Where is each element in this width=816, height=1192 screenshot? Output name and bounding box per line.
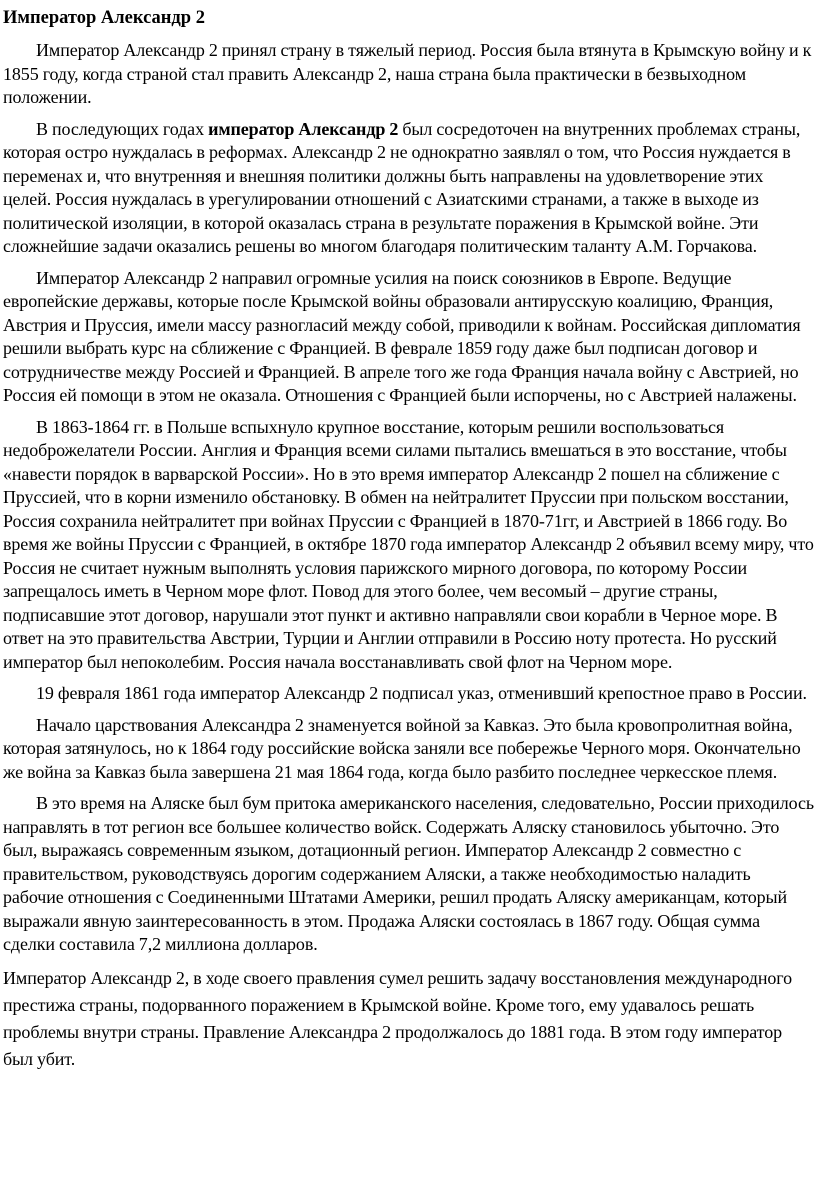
paragraph-2-before: В последующих годах	[36, 118, 209, 139]
document-title: Император Александр 2	[3, 8, 205, 28]
paragraph-4: В 1863-1864 гг. в Польше вспыхнуло крупное восстание, которым решили воспользоваться недоброжелатели России. Англия и Франция всеми силами пытались вмешаться в это восстание, чтобы «навести порядок в варварской России». Но в это время император Александр 2 пошел на сближение с Пруссией, что в корни изменило обстановку. В обмен на нейтралитет Пруссии при польском восстании, Россия сохранила нейтралитет при войнах Пруссии с Францией в 1870-71гг, и Австрией в 1866 году. Во время же войны Пруссии с Францией, в октябре 1870 года император Александр 2 объявил всему миру, что Россия не считает нужным выполнять условия парижского мирного договора, по которому России запрещалось иметь в Черном море флот. Повод для этого более, чем весомый – другие страны, подписавшие этот договор, нарушали этот пункт и активно направляли свои корабли в Черное море. В ответ на это правительства Австрии, Турции и Англии отправили в Россию ноту протеста. Но русский император был непоколебим. Россия начала восстанавливать свой флот на Черном море.	[3, 416, 814, 672]
paragraph-3: Император Александр 2 направил огромные усилия на поиск союзников в Европе. Ведущие европейские державы, которые после Крымской войны образовали антирусскую коалицию, Франция, Австрия и Пруссия, имели массу разногласий между собой, приводили к войнам. Российская дипломатия решили выбрать курс на сближение с Францией. В феврале 1859 году даже был подписан договор и сотрудничестве между Россией и Францией. В апреле того же года Франция начала войну с Австрией, но Россия ей помощи в этом не оказала. Отношения с Францией были испорчены, но с Австрией налажены.	[3, 267, 801, 405]
paragraph-5: 19 февраля 1861 года император Александр 2 подписал указ, отменивший крепостное право в России.	[36, 683, 807, 703]
paragraph-2	[3, 118, 814, 259]
paragraph-2-bold-emphasis: император Александр 2	[208, 118, 399, 139]
paragraph-1: Император Александр 2 принял страну в тяжелый период. Россия была втянута в Крымскую войну и к 1855 году, когда страной стал править Александр 2, наша страна была практически в безвыходном положении.	[3, 40, 812, 107]
paragraph-8: Император Александр 2, в ходе своего правления сумел решить задачу восстановления международного престижа страны, подорванного поражением в Крымской войне. Кроме того, ему удавалось решать проблемы внутри страны. Правление Александра 2 продолжалось до 1881 года. В этом году император был убит.	[3, 967, 792, 1069]
paragraph-6: Начало царствования Александра 2 знаменуется войной за Кавказ. Это была кровопролитная война, которая затянулось, но к 1864 году российские войска заняли все побережье Черного моря. Окончательно же война за Кавказ была завершена 21 мая 1864 года, когда было разбито последнее черкесское племя.	[3, 714, 801, 782]
paragraph-2-after: был сосредоточен на внутренних проблемах страны, которая остро нуждалась в реформах. Александр 2 не однократно заявлял о том, что Россия нуждается в переменах и, что внутренняя и внешняя политики должны быть направлены на удовлетворение этих целей. Россия нуждалась в урегулировании отношений с Азиатскими странами, а также в выходе из политической изоляции, в которой оказалась страна в результате поражения в Крымской войне. Эти сложнейшие задачи оказались решены во многом благодаря политическим таланту А.М. Горчакова.	[3, 118, 801, 256]
paragraph-7: В это время на Аляске был бум притока американского населения, следовательно, России приходилось направлять в тот регион все большее количество войск. Содержать Аляску становилось убыточно. Это был, выражаясь современным языком, дотационный регион. Император Александр 2 совместно с правительством, руководствуясь дорогим содержанием Аляски, а также необходимостью наладить рабочие отношения с Соединенными Штатами Америки, решил продать Аляску американцам, который выражали явную заинтересованность в этом. Продажа Аляски состоялась в 1867 году. Общая сумма сделки составила 7,2 миллиона долларов.	[3, 793, 814, 954]
